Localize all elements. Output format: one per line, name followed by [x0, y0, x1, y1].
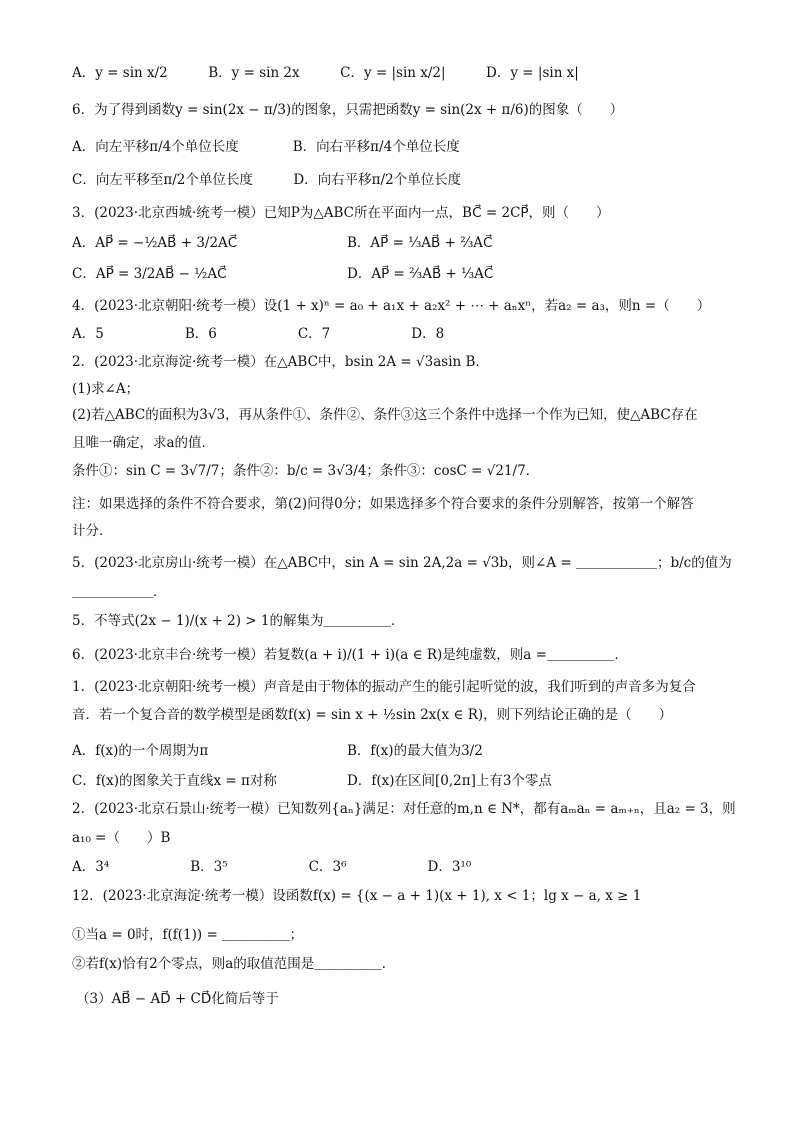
- q6-options-ab: A．向左平移π/4个单位长度 B．向右平移π/4个单位长度: [72, 139, 460, 155]
- q6b-stem: 6．(2023·北京丰台·统考一模）若复数(a + i)/(1 + i)(a ∈ R)是纯虚数，则a =＿＿＿＿＿．: [72, 647, 628, 663]
- q2-conditions: 条件①：sin C = 3√7/7；条件②：b/c = 3√3/4；条件③：cosC = √21/7．: [72, 463, 540, 479]
- q3-option-c: C．AP⃗ = 3/2AB⃗ − ½AC⃗: [72, 266, 227, 282]
- q3-stem: 3．(2023·北京西城·统考一模）已知P为△ABC所在平面内一点，BC⃗ = 2CP⃗，则（ ）: [72, 205, 610, 221]
- q2b-stem-line1: 2．(2023·北京石景山·统考一模）已知数列{aₙ}满足：对任意的m,n ∈ N*，都有aₘaₙ = aₘ₊ₙ，且a₂ = 3，则: [72, 801, 736, 817]
- q1-stem-line1: 1．(2023·北京朝阳·统考一模）声音是由于物体的振动产生的能引起听觉的波，我们听到的声音多为复合: [72, 679, 696, 695]
- q6-options-cd: C．向左平移至π/2个单位长度 D．向右平移π/2个单位长度: [72, 172, 462, 188]
- q2-part2-line1: (2)若△ABC的面积为3√3，再从条件①、条件②、条件③这三个条件中选择一个作为已知，使△ABC存在: [72, 407, 698, 423]
- q2b-options: A．3⁴ B．3⁵ C．3⁶ D．3¹⁰: [72, 859, 472, 875]
- q6-stem: 6．为了得到函数y = sin(2x − π/3)的图象，只需把函数y = sin(2x + π/6)的图象（ ）: [72, 102, 624, 118]
- q3-option-b: B．AP⃗ = ⅓AB⃗ + ⅔AC⃗: [347, 235, 493, 251]
- q4-stem: 4．(2023·北京朝阳·统考一模）设(1 + x)ⁿ = a₀ + a₁x + a₂x² + ⋯ + aₙxⁿ，若a₂ = a₃，则n =（ ）: [72, 298, 711, 314]
- q12-part1: ①当a = 0时，f(f(1)) = ＿＿＿＿＿；: [72, 927, 304, 943]
- q2-part2-line2: 且唯一确定，求a的值．: [72, 435, 216, 451]
- q5b-blank-line: ＿＿＿＿＿＿．: [72, 584, 167, 600]
- q2-note-line2: 计分．: [72, 523, 113, 539]
- q2-note-line1: 注：如果选择的条件不符合要求，第(2)问得0分；如果选择多个符合要求的条件分别解答，按第一个解答: [72, 496, 694, 512]
- q3b-stem: （3）AB⃗ − AD⃗ + CD⃗化简后等于: [76, 991, 279, 1007]
- q5b-stem: 5．(2023·北京房山·统考一模）在△ABC中，sin A = sin 2A,2a = √3b，则∠A = ＿＿＿＿＿＿；b/c的值为: [72, 555, 732, 571]
- q4-options: A．5 B．6 C．7 D．8: [72, 326, 445, 342]
- q5-options: A．y = sin x/2 B．y = sin 2x C．y = |sin x/2| D．y = |sin x|: [72, 65, 579, 81]
- q1-option-d: D．f(x)在区间[0,2π]上有3个零点: [347, 773, 552, 789]
- q1-option-a: A．f(x)的一个周期为π: [72, 743, 209, 759]
- q1-option-b: B．f(x)的最大值为3/2: [347, 743, 483, 759]
- q5c-stem: 5．不等式(2x − 1)/(x + 2) > 1的解集为＿＿＿＿＿．: [72, 613, 405, 629]
- q1-option-c: C．f(x)的图象关于直线x = π对称: [72, 773, 277, 789]
- q3-option-a: A．AP⃗ = −½AB⃗ + 3/2AC⃗: [72, 235, 238, 251]
- q2-stem: 2．(2023·北京海淀·统考一模）在△ABC中，bsin 2A = √3asin B．: [72, 354, 489, 370]
- q1-stem-line2: 音．若一个复合音的数学模型是函数f(x) = sin x + ½sin 2x(x ∈ R)，则下列结论正确的是（ ）: [72, 707, 673, 723]
- q2b-stem-line2: a₁₀ =（ ）B: [72, 830, 171, 846]
- q12-part2: ②若f(x)恰有2个零点，则a的取值范围是＿＿＿＿＿．: [72, 956, 396, 972]
- q2-part1: (1)求∠A；: [72, 381, 140, 397]
- q3-option-d: D．AP⃗ = ⅔AB⃗ + ⅓AC⃗: [347, 266, 494, 282]
- q12-stem: 12．(2023·北京海淀·统考一模）设函数f(x) = {(x − a + 1)(x + 1), x < 1；lg x − a, x ≥ 1: [72, 888, 642, 904]
